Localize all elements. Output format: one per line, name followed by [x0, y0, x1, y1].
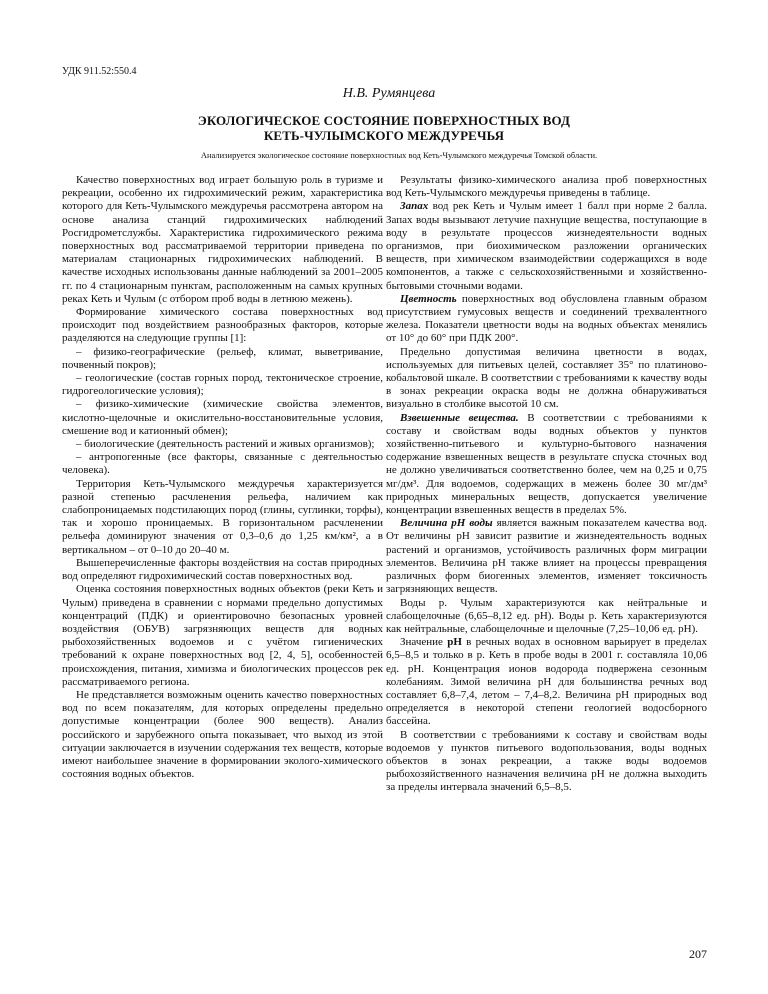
paragraph: В соответствии с требованиями к составу и свойствам воды водоемов у пунктов питьевого водопользования, воды водных объектов в зонах рекреации, а также воды водоемов рыбохозяйственного назначения величина pH не должна выходить за пределы интервала значений 6,5–8,5. — [386, 728, 707, 794]
paragraph: Территория Кеть-Чулымского междуречья характеризуется разной степенью расчленения рельефа, наличием как слабопроницаемых подстилающих пород (глины, суглинки, торфы), так и хорошо проницаемых. В горизонтальном расчленении рельефа доминируют значения от 0,3–0,6 до 1,25 км/км², а в вертикальном – от 0–10 до 20–40 м. — [62, 477, 383, 556]
paragraph: Формирование химического состава поверхностных вод происходит под воздействием разнообразных факторов, которые разделяются на следующие группы [1]: — [62, 306, 383, 345]
paragraph-text: В соответствии с требованиями к составу и свойствам воды водных объектов у пунктов хозяйственно-питьевого и культурно-бытового назначения содержание взвешенных веществ в результате спуска сточных вод не должно увеличиваться соответственно более, чем на 0,25 и 0,75 мг/дм³. Для водоемов, содержащих в межень более 30 мг/дм³ природных минеральных веществ, допускается увеличение концентрации взвешенных веществ в пределах 5%. — [386, 411, 707, 517]
term-suspended-solids: Взвешенные вещества. — [400, 411, 519, 424]
title-line-1: ЭКОЛОГИЧЕСКОЕ СОСТОЯНИЕ ПОВЕРХНОСТНЫХ ВОД — [197, 113, 571, 128]
paragraph-text: в речных водах в основном варьирует в пределах 6,5–8,5 и только в р. Кеть в пробе воды в 2001 г. составляла 10,06 ед. pH. Концентрация ионов водорода подвержена сезонным колебаниям. Зимой величина pH для большинства речных вод составляет 6,8–7,4, летом – 7,4–8,2. Величина pH природных вод определяется в некоторой степени геологией водосборного бассейна. — [386, 636, 707, 728]
paragraph — [386, 200, 707, 292]
paragraph: Воды р. Чулым характеризуются как нейтральные и слабощелочные (6,65–8,12 ед. pH). Воды р. Кеть характеризуются как нейтральные, слабощелочные и щелочные (7,25–10,06 ед. pH). — [386, 596, 707, 635]
paragraph — [386, 293, 707, 346]
paragraph: Предельно допустимая величина цветности в водах, используемых для питьевых целей, составляет 35° по платиново-кобальтовой шкале. В соответствии с требованиями к качеству воды в зонах рекреации окраска воды не должна обнаруживаться визуально в столбике высотой 10 см. — [386, 345, 707, 411]
paragraph: Вышеперечисленные факторы воздействия на состав природных вод определяют гидрохимический состав поверхностных вод. — [62, 556, 383, 583]
paragraph — [386, 412, 707, 518]
abstract: Анализируется экологическое состояние поверхностных вод Кеть-Чулымского междуречья Томской области. — [200, 150, 598, 160]
list-item: – антропогенные (все факторы, связанные с деятельностью человека). — [62, 451, 383, 477]
paragraph: Не представляется возможным оценить качество поверхностных вод по всем показателям, для которых определены предельно допустимые концентрации (более 900 веществ). Анализ российского и зарубежного опыта показывает, что выход из этой ситуации заключается в изучении содержания тех веществ, которые имеют наибольшее значение в формировании эколого-химического состояния водных объектов. — [62, 688, 383, 781]
list-item: – геологические (состав горных пород, тектоническое строение, гидрогеологические условия); — [62, 372, 383, 398]
right-column — [386, 174, 707, 795]
paragraph: Оценка состояния поверхностных водных объектов (реки Кеть и Чулым) приведена в сравнении с нормами предельно допустимых концентраций (ПДК) и ориентировочно безопасных уровней воздействия (ОБУВ) загрязняющих веществ для водных рыбохозяйственных водоемов и с учётом гигиенических требований к охране поверхностных вод [2, 4, 5], особенностей происхождения, питания, химизма и биологических процессов рек рассматриваемого региона. — [62, 583, 383, 688]
term-color: Цветность — [400, 292, 457, 305]
term-ph-bold: pH — [447, 636, 462, 649]
paragraph — [386, 636, 707, 728]
udc-code: УДК 911.52:550.4 — [62, 66, 137, 77]
paragraph — [386, 517, 707, 596]
page-number: 207 — [689, 947, 707, 961]
list-item: – биологические (деятельность растений и живых организмов); — [76, 438, 375, 451]
term-smell: Запах — [400, 200, 429, 213]
paragraph-text: является важным показателем качества вод. От величины pH зависит развитие и жизнедеятельность водных растений и организмов, устойчивость различных форм миграции элементов. Величина pH также влияет на процессы превращения различных форм биогенных элементов, изменяет токсичность загрязняющих веществ. — [386, 517, 707, 596]
author-name: Н.В. Румянцева — [342, 86, 436, 101]
paragraph-text: поверхностных вод обусловлена главным образом присутствием гумусовых веществ и соединений трехвалентного железа. Показатели цветности воды на водных объектах менялись от 10° до 60° при ПДК 200°. — [386, 292, 707, 345]
paragraph: Результаты физико-химического анализа проб поверхностных вод Кеть-Чулымского междуречья приведены в таблице. — [386, 174, 707, 200]
term-ph: Величина pH воды — [400, 517, 493, 530]
paragraph-text: Значение — [400, 636, 448, 649]
list-item: – физико-географические (рельеф, климат, выветривание, почвенный покров); — [62, 345, 383, 371]
paragraph-text: вод рек Кеть и Чулым имеет 1 балл при норме 2 балла. Запах воды вызывают летучие пахнущие вещества, поступающие в воду в результате процессов жизнедеятельности водных организмов, при биохимическом разложении органических веществ, при химическом взаимодействии содержащихся в воде компонентов, а также с сельскохозяйственными и хозяйственно-бытовыми сточными водами. — [386, 200, 707, 292]
list-item: – физико-химические (химические свойства элементов, кислотно-щелочные и окислительно-восстановительные условия, смешение вод и катионный обмен); — [62, 398, 383, 437]
title-line-2: КЕТЬ-ЧУЛЫМСКОГО МЕЖДУРЕЧЬЯ — [263, 128, 505, 143]
paragraph: Качество поверхностных вод играет большую роль в туризме и рекреации, особенно их гидрохимический режим, характеристика которого для Кеть-Чулымского междуречья рассмотрена автором на основе анализа станций гидрохимических наблюдений Росгидрометслужбы. Характеристика гидрохимического режима поверхностных вод рассматриваемой территории приведена по материалам стационарных гидрохимических наблюдений. В качестве исходных использованы данные наблюдений за 2001–2005 гг. по 4 стационарным пунктам, расположенным на самых крупных реках Кеть и Чулым (с отбором проб воды в летнюю межень). — [62, 174, 383, 305]
article-title — [0, 113, 768, 143]
left-column — [62, 174, 383, 781]
